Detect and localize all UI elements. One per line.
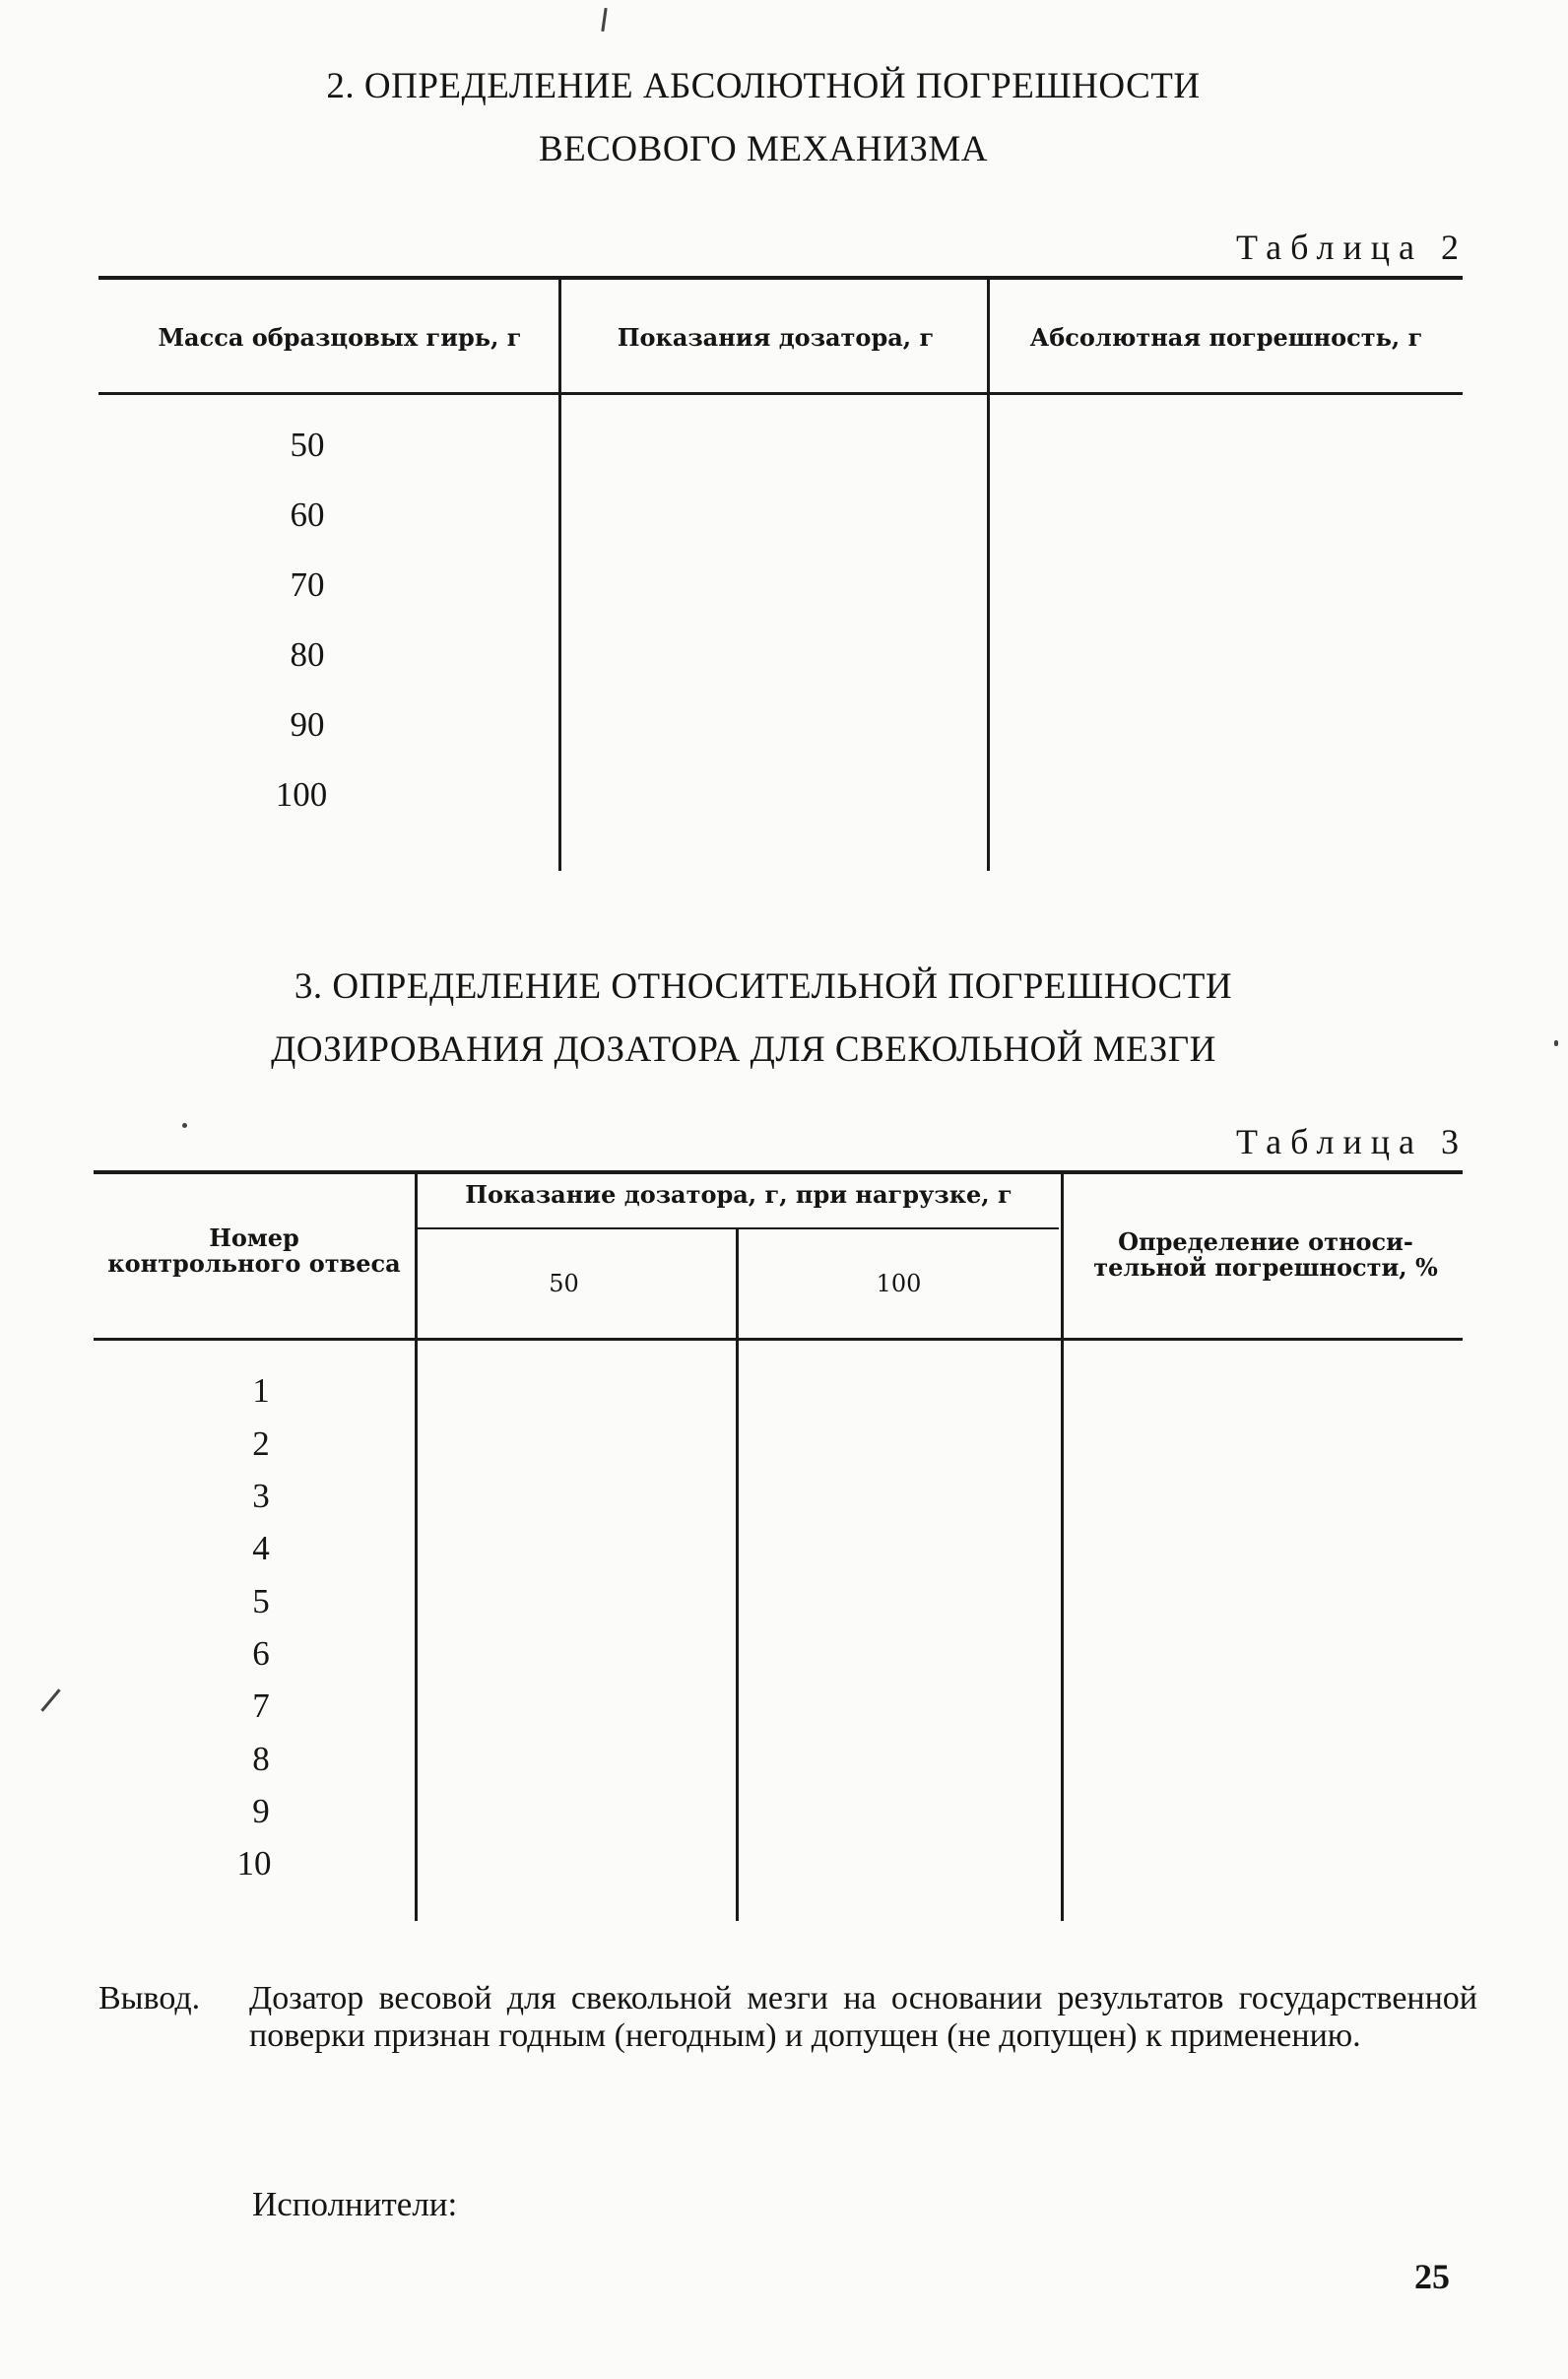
table2-divider-1 <box>558 280 561 871</box>
table3-header-readings: Показание дозатора, г, при нагрузке, г <box>465 1180 1013 1209</box>
table3-header-load-50: 50 <box>549 1270 579 1297</box>
table3-header-relative-line1: Определение относи- <box>1118 1227 1413 1256</box>
scan-mark <box>601 8 607 32</box>
conclusion-label: Вывод. <box>98 1980 201 2016</box>
table3-row-number: 4 <box>252 1529 270 1567</box>
table3-header-rule <box>94 1338 1463 1341</box>
section2-title-line1: 2. ОПРЕДЕЛЕНИЕ АБСОЛЮТНОЙ ПОГРЕШНОСТИ <box>326 66 1201 106</box>
scan-mark <box>182 1123 187 1128</box>
table3-header-number-line1: Номер <box>209 1223 299 1252</box>
section2-title-line2: ВЕСОВОГО МЕХАНИЗМА <box>538 129 989 169</box>
table3-row-number: 9 <box>252 1792 270 1830</box>
table3-divider-2 <box>736 1229 739 1921</box>
conclusion-text: Дозатор весовой для свекольной мезги на основании результатов государственной поверки признан годным (негодным) и допущен (не допущен) к применению. <box>249 1980 1477 2054</box>
table2-divider-2 <box>987 280 990 871</box>
table3-top-rule <box>94 1170 1463 1174</box>
table3-divider-3 <box>1061 1174 1064 1921</box>
table3-row-number: 10 <box>236 1844 272 1883</box>
table3-row-number: 5 <box>252 1582 270 1620</box>
section3-title-line2: ДОЗИРОВАНИЯ ДОЗАТОРА ДЛЯ СВЕКОЛЬНОЙ МЕЗГИ <box>271 1029 1216 1070</box>
table3-divider-1 <box>415 1174 418 1921</box>
table3-row-number: 3 <box>252 1477 270 1515</box>
table2-top-rule <box>98 276 1463 280</box>
table2-header-rule <box>98 392 1463 395</box>
table3-header-load-100: 100 <box>876 1270 922 1297</box>
table2-row-mass: 80 <box>290 635 325 674</box>
table2-header-readings: Показания дозатора, г <box>617 323 935 352</box>
scan-mark <box>1554 1040 1558 1046</box>
table2-row-mass: 90 <box>290 705 325 744</box>
table2-row-mass: 100 <box>275 775 328 814</box>
table2-header-mass: Масса образцовых гирь, г <box>158 323 522 352</box>
table2-label: Таблица 2 <box>1236 228 1468 267</box>
page-number: 25 <box>1414 2257 1450 2296</box>
table3-header-relative-line2: тельной погрешности, % <box>1093 1253 1438 1282</box>
table2-row-mass: 60 <box>290 496 325 534</box>
table3-row-number: 7 <box>252 1686 270 1725</box>
table2-row-mass: 50 <box>290 426 325 464</box>
table3-label: Таблица 3 <box>1236 1122 1468 1161</box>
table2-row-mass: 70 <box>290 565 325 604</box>
performers-label: Исполнители: <box>252 2185 458 2223</box>
conclusion <box>98 1980 1477 2055</box>
table3-row-number: 6 <box>252 1634 270 1673</box>
section3-title-line1: 3. ОПРЕДЕЛЕНИЕ ОТНОСИТЕЛЬНОЙ ПОГРЕШНОСТИ <box>294 966 1233 1007</box>
table3-header-number-line2: контрольного отвеса <box>107 1249 401 1278</box>
table3-row-number: 8 <box>252 1740 270 1778</box>
table3-row-number: 1 <box>252 1371 270 1410</box>
table2-header-abs-error: Абсолютная погрешность, г <box>1029 323 1423 352</box>
scan-mark <box>40 1688 60 1711</box>
table3-row-number: 2 <box>252 1424 270 1463</box>
